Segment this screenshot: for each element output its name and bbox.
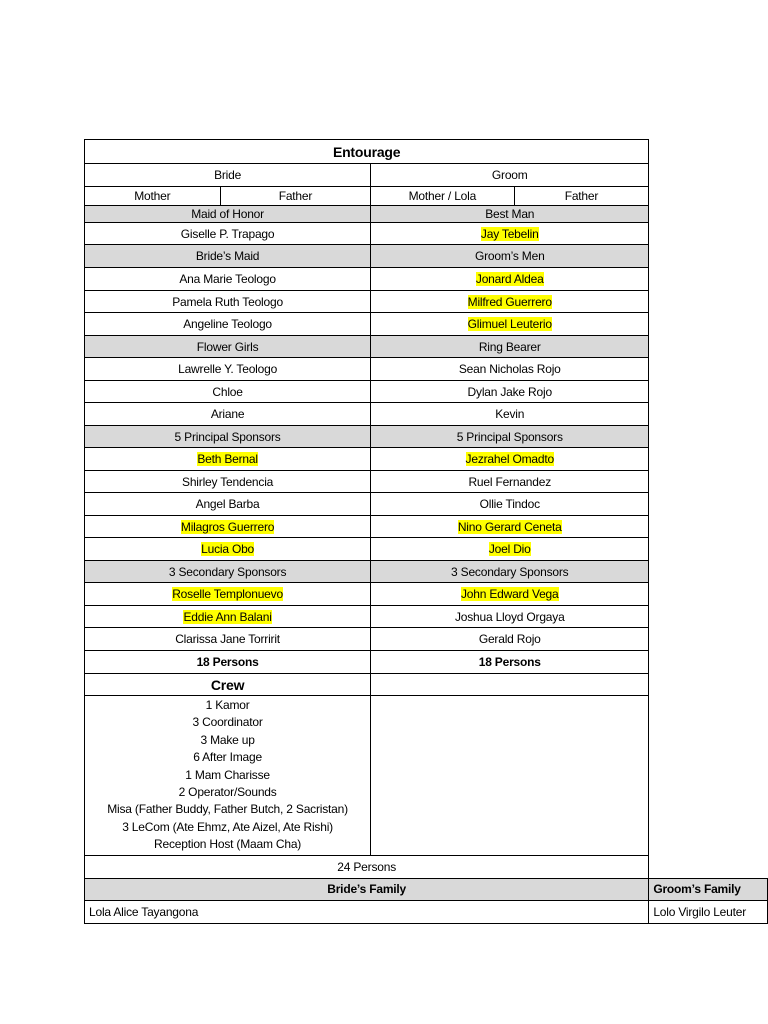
crew-item: 3 Coordinator [192, 715, 263, 730]
groom-entry-text: Ollie Tindoc [479, 497, 540, 511]
bride-section-header [85, 336, 371, 358]
table-row [85, 403, 768, 426]
groom-entry-text: Ruel Fernandez [468, 474, 552, 489]
crew-item: 1 Kamor [205, 698, 250, 712]
crew-item: 2 Operator/Sounds [178, 785, 277, 800]
crew-total [85, 855, 649, 878]
bride-section-header [85, 561, 371, 583]
family-header-row [85, 878, 768, 900]
bride-entry [85, 583, 371, 606]
bride-entry-text: Milagros Guerrero [180, 519, 275, 534]
table-row [85, 448, 768, 471]
groom-mother-label: Mother / Lola [371, 187, 514, 206]
bride-entry-text: Lawrelle Y. Teologo [178, 362, 278, 376]
section-header-row [85, 206, 768, 223]
groom-family-header [649, 878, 768, 900]
groom-section-header-text: Groom’s Men [474, 249, 545, 263]
crew-list [85, 696, 371, 856]
table-row [85, 583, 768, 606]
groom-entry-text: Jonard Aldea [475, 272, 544, 286]
bride-entry-text: Chloe [212, 384, 243, 399]
groom-entry [371, 538, 649, 561]
groom-entry [371, 606, 649, 628]
crew-title [85, 674, 371, 696]
groom-entry-text: Nino Gerard Ceneta [457, 519, 562, 534]
groom-entry-text: Joel Dio [488, 542, 531, 556]
crew-total-row [85, 855, 768, 878]
bride-entry-text: Lucia Obo [201, 542, 255, 556]
groom-section-header [371, 206, 649, 223]
bride-entry-text: Eddie Ann Balani [183, 609, 272, 624]
crew-title-row [85, 674, 768, 696]
groom-entry [371, 381, 649, 403]
groom-section-header-text: 3 Secondary Sponsors [451, 564, 569, 579]
groom-section-header [371, 336, 649, 358]
bride-entry [85, 493, 371, 516]
family-row [85, 900, 768, 923]
empty-cell [371, 696, 649, 856]
groom-entry [371, 493, 649, 516]
bride-entry-text: Angeline Teologo [183, 317, 272, 331]
groom-entry-text: Jay Tebelin [480, 226, 539, 241]
entourage-title: Entourage [85, 140, 649, 164]
bride-entry [85, 403, 371, 426]
entourage-table [84, 139, 768, 924]
groom-family-header-text: Groom’s Family [653, 882, 741, 897]
section-header-row [85, 426, 768, 448]
groom-entry-text: Sean Nicholas Rojo [458, 362, 561, 376]
totals-row [85, 651, 768, 674]
groom-section-header [371, 245, 649, 268]
table-row [85, 516, 768, 538]
bride-entry-text: Clarissa Jane Torririt [175, 632, 280, 646]
bride-entry-text: Shirley Tendencia [182, 474, 274, 489]
bride-entry [85, 538, 371, 561]
section-header-row [85, 336, 768, 358]
bride-total [85, 651, 371, 674]
bride-entry [85, 313, 371, 336]
groom-entry [371, 291, 649, 313]
groom-entry-text: John Edward Vega [460, 587, 559, 601]
table-row [85, 471, 768, 493]
bride-entry [85, 628, 371, 651]
groom-section-header-text: Ring Bearer [478, 339, 541, 354]
bride-entry-text: Pamela Ruth Teologo [172, 294, 283, 309]
crew-item: Misa (Father Buddy, Father Butch, 2 Sacristan) [107, 802, 348, 817]
table-row [85, 313, 768, 336]
bride-entry-text: Roselle Templonuevo [172, 587, 283, 601]
crew-item: 3 Make up [200, 732, 255, 747]
crew-title-text: Crew [210, 676, 245, 693]
groom-entry [371, 268, 649, 291]
groom-entry-text: Jezrahel Omadto [465, 452, 554, 466]
table-row [85, 291, 768, 313]
groom-total [371, 651, 649, 674]
bride-entry-text: Ana Marie Teologo [179, 272, 276, 286]
groom-entry [371, 448, 649, 471]
bride-section-header-text: Bride’s Maid [195, 249, 260, 263]
bride-section-header [85, 426, 371, 448]
groom-entry [371, 403, 649, 426]
bride-entry [85, 606, 371, 628]
bride-section-header [85, 245, 371, 268]
groom-entry [371, 223, 649, 245]
table-row [85, 223, 768, 245]
section-header-row [85, 245, 768, 268]
groom-entry-text: Dylan Jake Rojo [467, 384, 552, 399]
section-header-row [85, 561, 768, 583]
groom-entry-text: Milfred Guerrero [467, 294, 552, 309]
groom-family-member-text: Lolo Virgilo Leuter [653, 904, 747, 919]
bride-entry-text: Ariane [210, 407, 245, 421]
table-row [85, 493, 768, 516]
table-row [85, 606, 768, 628]
groom-entry [371, 358, 649, 381]
crew-item: 1 Mam Charisse [185, 767, 270, 782]
bride-section-header-text: 3 Secondary Sponsors [168, 564, 287, 579]
bride-family-member-text: Lola Alice Tayangona [89, 904, 199, 919]
crew-item: 6 After Image [193, 750, 262, 765]
bride-section-header [85, 206, 371, 223]
bride-entry [85, 358, 371, 381]
bride-section-header-text: 5 Principal Sponsors [174, 429, 281, 444]
groom-entry [371, 516, 649, 538]
bride-entry-text: Giselle P. Trapago [180, 226, 275, 241]
table-row [85, 628, 768, 651]
groom-entry [371, 313, 649, 336]
crew-total-text: 24 Persons [337, 859, 397, 874]
bride-entry [85, 448, 371, 471]
groom-entry [371, 628, 649, 651]
groom-section-header [371, 561, 649, 583]
empty-cell [371, 674, 649, 696]
crew-item: 3 LeCom (Ate Ehmz, Ate Aizel, Ate Rishi) [122, 819, 333, 834]
bride-section-header-text: Maid of Honor [191, 207, 264, 221]
groom-total-text: 18 Persons [478, 655, 541, 669]
groom-entry-text: Glimuel Leuterio [467, 317, 552, 331]
bride-mother-label: Mother [85, 187, 221, 206]
groom-section-header [371, 426, 649, 448]
groom-entry-text: Gerald Rojo [478, 632, 541, 646]
bride-entry [85, 268, 371, 291]
table-row [85, 381, 768, 403]
groom-entry-text: Kevin [495, 407, 525, 421]
groom-entry [371, 583, 649, 606]
groom-entry [371, 471, 649, 493]
bride-entry-text: Beth Bernal [197, 452, 258, 466]
groom-section-header-text: 5 Principal Sponsors [456, 429, 563, 444]
bride-total-text: 18 Persons [196, 655, 259, 669]
groom-section-header-text: Best Man [485, 207, 535, 221]
bride-entry [85, 471, 371, 493]
bride-family-header [85, 878, 649, 900]
groom-label: Groom [371, 164, 649, 187]
groom-family-member [649, 900, 768, 923]
bride-label: Bride [85, 164, 371, 187]
table-row [85, 538, 768, 561]
bride-entry-text: Angel Barba [195, 497, 260, 511]
crew-item: Reception Host (Maam Cha) [154, 837, 302, 852]
bride-family-member [85, 900, 649, 923]
bride-entry [85, 223, 371, 245]
bride-section-header-text: Flower Girls [196, 339, 259, 354]
bride-family-header-text: Bride’s Family [327, 882, 407, 897]
table-row [85, 358, 768, 381]
bride-entry [85, 381, 371, 403]
groom-father-label: Father [514, 187, 649, 206]
table-row [85, 268, 768, 291]
bride-entry [85, 516, 371, 538]
bride-father-label: Father [220, 187, 370, 206]
crew-list-row [85, 696, 768, 856]
groom-entry-text: Joshua Lloyd Orgaya [454, 609, 565, 624]
bride-entry [85, 291, 371, 313]
